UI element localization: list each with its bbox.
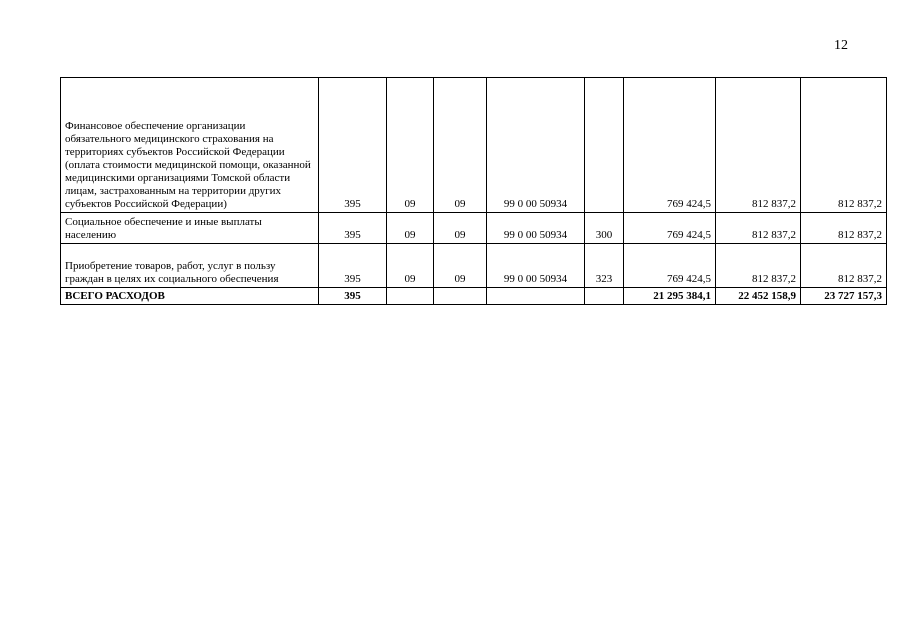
subsection-code: 09 bbox=[434, 78, 487, 213]
amount-year-1: 769 424,5 bbox=[624, 213, 716, 244]
amount-year-2: 812 837,2 bbox=[716, 244, 801, 288]
page-number: 12 bbox=[834, 38, 848, 53]
expense-type-code bbox=[585, 78, 624, 213]
row-name: Социальное обеспечение и иные выплаты населению bbox=[61, 213, 319, 244]
total-year-1: 21 295 384,1 bbox=[624, 288, 716, 305]
section-code bbox=[387, 288, 434, 305]
subsection-code bbox=[434, 288, 487, 305]
ministry-code: 395 bbox=[319, 288, 387, 305]
subsection-code: 09 bbox=[434, 213, 487, 244]
target-code bbox=[487, 288, 585, 305]
total-row bbox=[61, 288, 887, 305]
budget-table bbox=[60, 77, 887, 305]
subsection-code: 09 bbox=[434, 244, 487, 288]
section-code: 09 bbox=[387, 244, 434, 288]
section-code: 09 bbox=[387, 78, 434, 213]
ministry-code: 395 bbox=[319, 213, 387, 244]
target-code: 99 0 00 50934 bbox=[487, 78, 585, 213]
section-code: 09 bbox=[387, 213, 434, 244]
amount-year-1: 769 424,5 bbox=[624, 78, 716, 213]
ministry-code: 395 bbox=[319, 78, 387, 213]
ministry-code: 395 bbox=[319, 244, 387, 288]
table-row bbox=[61, 213, 887, 244]
amount-year-3: 812 837,2 bbox=[801, 213, 887, 244]
amount-year-2: 812 837,2 bbox=[716, 213, 801, 244]
expense-type-code: 323 bbox=[585, 244, 624, 288]
amount-year-3: 812 837,2 bbox=[801, 78, 887, 213]
total-year-3: 23 727 157,3 bbox=[801, 288, 887, 305]
table-row bbox=[61, 244, 887, 288]
amount-year-1: 769 424,5 bbox=[624, 244, 716, 288]
table-row bbox=[61, 78, 887, 213]
expense-type-code bbox=[585, 288, 624, 305]
amount-year-2: 812 837,2 bbox=[716, 78, 801, 213]
expense-type-code: 300 bbox=[585, 213, 624, 244]
target-code: 99 0 00 50934 bbox=[487, 213, 585, 244]
target-code: 99 0 00 50934 bbox=[487, 244, 585, 288]
amount-year-3: 812 837,2 bbox=[801, 244, 887, 288]
total-label: ВСЕГО РАСХОДОВ bbox=[61, 288, 319, 305]
total-year-2: 22 452 158,9 bbox=[716, 288, 801, 305]
row-name: Финансовое обеспечение организации обязательного медицинского страхования на территориях субъектов Российской Федерации (оплата стоимости медицинской помощи, оказанной медицинскими организациями Томской области лицам, застрахованным на территории других субъектов Российской Федерации) bbox=[61, 78, 319, 213]
row-name: Приобретение товаров, работ, услуг в пользу граждан в целях их социального обеспечения bbox=[61, 244, 319, 288]
